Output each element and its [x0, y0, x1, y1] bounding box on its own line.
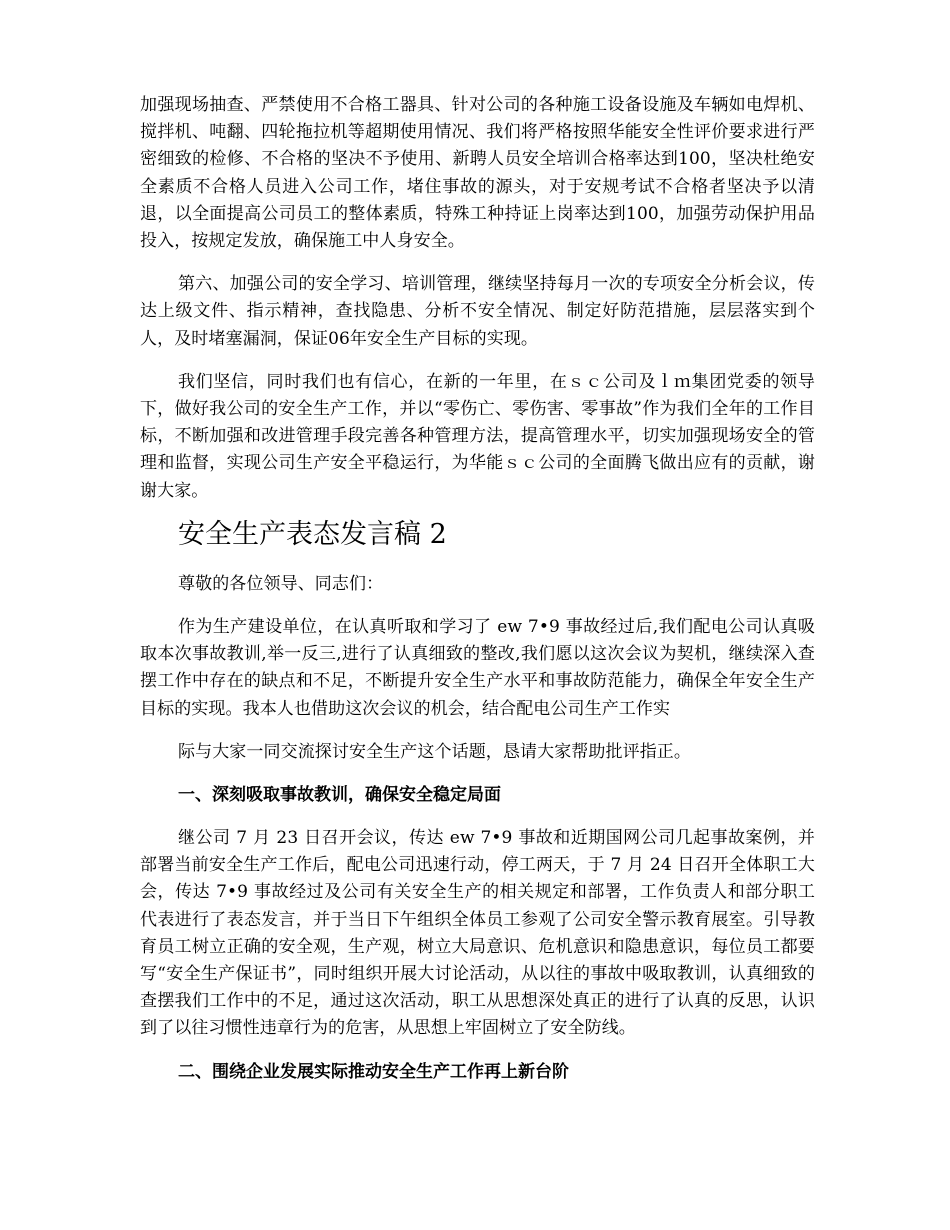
section-title: 安全生产表态发言稿 2 — [178, 518, 447, 550]
paragraph-confidence: 我们坚信，同时我们也有信心，在新的一年里，在ｓｃ公司及ｌｍ集团党委的领导下，做好我公司的安全生产工作，并以“零伤亡、零伤害、零事故”作为我们全年的工作目标，不断加强和改进管理手段完善各种管理方法，提高管理水平，切实加强现场安全的管理和监督，实现公司生产安全平稳运行，为华能ｓｃ公司的全面腾飞做出应有的贡献，谢谢大家。 — [140, 371, 815, 501]
heading-development: 二、围绕企业发展实际推动安全生产工作再上新台阶 — [178, 1061, 569, 1082]
paragraph-meeting-actions: 继公司 7 月 23 日召开会议，传达 ew 7•9 事故和近期国网公司几起事故案例，并部署当前安全生产工作后，配电公司迅速行动，停工两天，于 7 月 24 日召开全体职工大会，传达 7•9 事故经过及公司有关安全生产的相关规定和部署，工作负责人和部分职工代表进行了表态发言，并于当日下午组织全体员工参观了公司安全警示教育展室。引导教育员工树立正确的安全观，生产观，树立大局意识、危机意识和隐患意识，每位员工都要写“安全生产保证书”，同时组织开展大讨论活动，从以往的事故中吸取教训，认真细致的查摆我们工作中的不足，通过这次活动，职工从思想深处真正的进行了认真的反思，认识到了以往习惯性违章行为的危害，从思想上牢固树立了安全防线。 — [140, 828, 815, 1039]
paragraph-safety-inspection: 加强现场抽查、严禁使用不合格工器具、针对公司的各种施工设备设施及车辆如电焊机、搅拌机、吨翻、四轮拖拉机等超期使用情况、我们将严格按照华能安全性评价要求进行严密细致的检修、不合格的坚决不予使用、新聘人员安全培训合格率达到100，坚决杜绝安全素质不合格人员进入公司工作，堵住事故的源头，对于安规考试不合格者坚决予以清退，以全面提高公司员工的整体素质，特殊工种持证上岗率达到100，加强劳动保护用品投入，按规定发放，确保施工中人身安全。 — [140, 95, 815, 252]
paragraph-sixth-training: 第六、加强公司的安全学习、培训管理，继续坚持每月一次的专项安全分析会议，传达上级文件、指示精神，查找隐患、分析不安全情况、制定好防范措施，层层落实到个人，及时堵塞漏洞，保证06年安全生产目标的实现。 — [140, 274, 815, 349]
salutation: 尊敬的各位领导、同志们： — [178, 573, 384, 594]
paragraph-discussion: 际与大家一同交流探讨安全生产这个话题，恳请大家帮助批评指正。 — [178, 741, 691, 762]
document-body — [140, 92, 815, 1086]
heading-lessons: 一、深刻吸取事故教训，确保安全稳定局面 — [178, 785, 501, 806]
paragraph-intro: 作为生产建设单位，在认真听取和学习了 ew 7•9 事故经过后,我们配电公司认真吸取本次事故教训,举一反三,进行了认真细致的整改,我们愿以这次会议为契机，继续深入查摆工作中存在的缺点和不足，不断提升安全生产水平和事故防范能力，确保全年安全生产目标的实现。我本人也借助这次会议的机会，结合配电公司生产工作实 — [140, 617, 815, 719]
